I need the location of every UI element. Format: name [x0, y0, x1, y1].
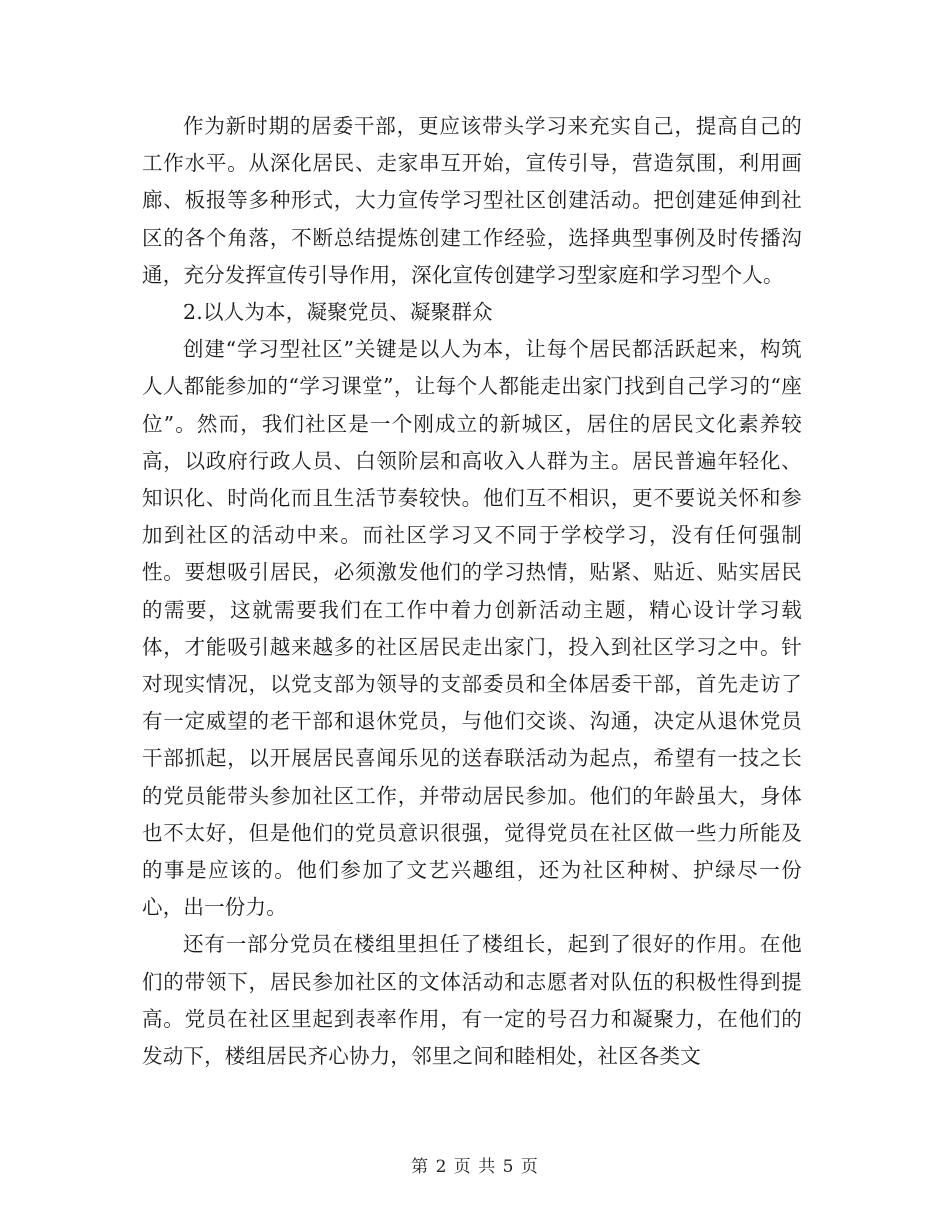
page-number: 第 2 页 共 5 页 — [411, 1157, 539, 1177]
document-body — [142, 108, 802, 1075]
paragraph-building-leaders: 还有一部分党员在楼组里担任了楼组长，起到了很好的作用。在他们的带领下，居民参加社区的文体活动和志愿者对队伍的积极性得到提高。党员在社区里起到表率作用，有一定的号召力和凝聚力，在他们的发动下，楼组居民齐心协力，邻里之间和睦相处，社区各类文 — [142, 932, 802, 1069]
paragraph-learning-community: 创建“学习型社区”关键是以人为本，让每个居民都活跃起来，构筑人人都能参加的“学习课堂”，让每个人都能走出家门找到自己学习的“座位”。然而，我们社区是一个刚成立的新城区，居住的居民文化素养较高，以政府行政人员、白领阶层和高收入人群为主。居民普遍年轻化、知识化、时尚化而且生活节奏较快。他们互不相识，更不要说关怀和参加到社区的活动中来。而社区学习又不同于学校学习，没有任何强制性。要想吸引居民，必须激发他们的学习热情，贴紧、贴近、贴实居民的需要，这就需要我们在工作中着力创新活动主题，精心设计学习载体，才能吸引越来越多的社区居民走出家门，投入到社区学习之中。针对现实情况，以党支部为领导的支部委员和全体居委干部，首先走访了有一定威望的老干部和退休党员，与他们交谈、沟通，决定从退休党员干部抓起，以开展居民喜闻乐见的送春联活动为起点，希望有一技之长的党员能带头参加社区工作，并带动居民参加。他们的年龄虽大，身体也不太好，但是他们的党员意识很强，觉得党员在社区做一些力所能及的事是应该的。他们参加了文艺兴趣组，还为社区种树、护绿尽一份心，出一份力。 — [142, 337, 802, 920]
section-heading-people-oriented: 2.以人为本，凝聚党员、凝聚群众 — [183, 300, 493, 325]
page-footer — [0, 1152, 950, 1177]
paragraph-study-leadership: 作为新时期的居委干部，更应该带头学习来充实自己，提高自己的工作水平。从深化居民、走家串互开始，宣传引导，营造氛围，利用画廊、板报等多种形式，大力宣传学习型社区创建活动。把创建延伸到社区的各个角落，不断总结提炼创建工作经验，选择典型事例及时传播沟通，充分发挥宣传引导作用，深化宣传创建学习型家庭和学习型个人。 — [142, 114, 802, 287]
